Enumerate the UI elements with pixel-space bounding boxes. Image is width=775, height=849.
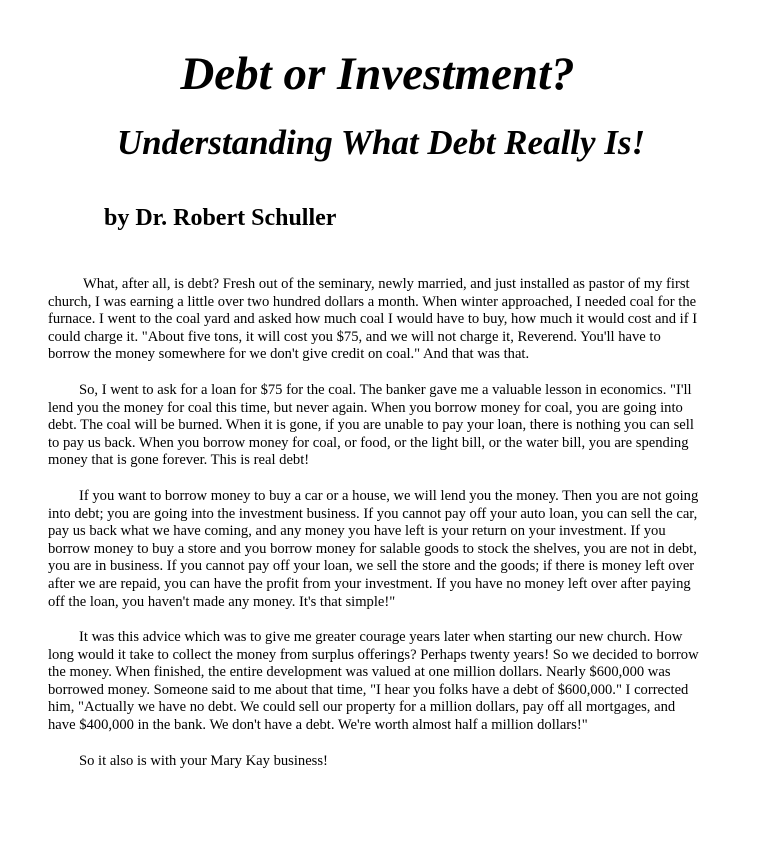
author-byline: by Dr. Robert Schuller: [104, 205, 337, 231]
paragraph-1: What, after all, is debt? Fresh out of the seminary, newly married, and just installed as pastor of my first church, I was earning a little over two hundred dollars a month. When winter approached, I needed coal for the furnace. I went to the coal yard and asked how much coal I would have to buy, how much it would cost and if I could charge it. "About five tons, it will cost you $75, and we will not charge it, Reverend. You'll have to borrow the money somewhere for we don't give credit on coal." And that was that.: [48, 276, 698, 363]
paragraph-5: So it also is with your Mary Kay business!: [79, 752, 328, 769]
document-subtitle: Understanding What Debt Really Is!: [116, 123, 646, 162]
paragraph-4: It was this advice which was to give me greater courage years later when starting our new church. How long would it take to collect the money from surplus offerings? Perhaps twenty years! So we decided to borrow the money. When finished, the entire development was valued at one million dollars. Nearly $600,000 was borrowed money. Someone said to me about that time, "I hear you folks have a debt of $600,000." I corrected him, "Actually we have no debt. We could sell our property for a million dollars, pay off all mortgages, and have $400,000 in the bank. We don't have a debt. We're worth almost half a million dollars!": [48, 629, 699, 734]
paragraph-3: If you want to borrow money to buy a car or a house, we will lend you the money. Then you are not going into debt; you are going into the investment business. If you cannot pay off your auto loan, you can sell the car, pay us back what we have coming, and any money you have left is your return on your investment. If you borrow money to buy a store and you borrow money for salable goods to stock the shelves, you are not in debt, you are in business. If you cannot pay off your loan, we sell the store and the goods; if there is money left over after we are repaid, you can have the profit from your investment. If you have no money left over after paying off the loan, you haven't made any money. It's that simple!": [48, 487, 699, 610]
document-title: Debt or Investment?: [180, 48, 575, 100]
article-body: [48, 276, 702, 788]
paragraph-2: So, I went to ask for a loan for $75 for the coal. The banker gave me a valuable lesson in economics. "I'll lend you the money for coal this time, but never again. When you borrow money for coal, you are going into debt. The coal will be burned. When it is gone, if you are unable to pay your loan, there is nothing you can sell to pay us back. When you borrow money for coal, or food, or the light bill, or the water bill, you are spending money that is gone forever. This is real debt!: [48, 381, 694, 469]
